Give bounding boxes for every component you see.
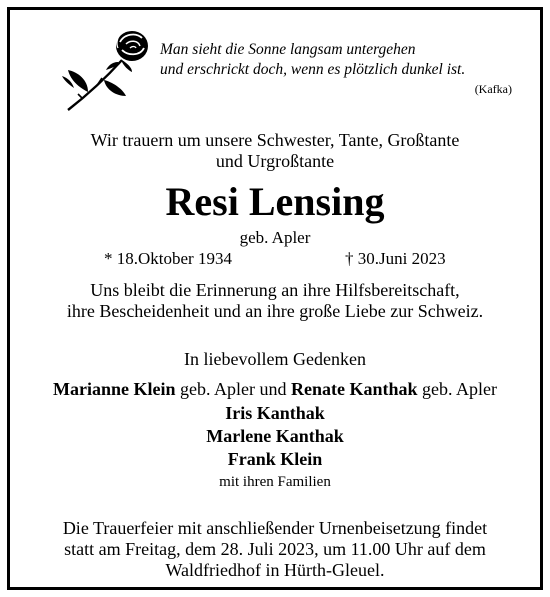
kafka-quote [160,40,520,80]
deceased-name: Resi Lensing [165,179,385,224]
quote-line-2: und erschrickt doch, wenn es plötzlich dunkel ist. [160,61,466,78]
intro-text [10,130,540,172]
deceased-maiden-name: geb. Apler [239,228,311,247]
ceremony-info [10,518,540,581]
ceremony-line-2: statt am Freitag, dem 28. Juli 2023, um 11.00 Uhr auf dem [64,539,486,559]
intro-line-1: Wir trauern um unsere Schwester, Tante, Großtante [90,130,460,150]
obituary-card [7,7,543,590]
mourner-name: Frank Klein [227,449,323,469]
quote-author: (Kafka) [474,82,512,96]
mourner-maiden-name: geb. Apler und [175,379,291,399]
mourner-name: Iris Kanthak [225,403,325,423]
mourner-name: Marlene Kanthak [206,426,344,446]
remembrance-text [10,280,540,322]
ceremony-line-1: Die Trauerfeier mit anschließender Urnenbeisetzung findet [62,518,488,538]
mourner-name: Renate Kanthak [290,379,418,399]
quote-line-1: Man sieht die Sonne langsam untergehen [160,41,416,58]
mourner-name: Marianne Klein [53,379,176,399]
ceremony-line-3: Waldfriedhof in Hürth-Gleuel. [165,560,385,580]
remembrance-line-1: Uns bleibt die Erinnerung an ihre Hilfsbereitschaft, [90,280,460,300]
remembrance-line-2: ihre Bescheidenheit und an ihre große Liebe zur Schweiz. [66,301,484,321]
birth-date: * 18.Oktober 1934 [104,249,232,268]
families-note: mit ihren Familien [219,474,331,490]
rose-icon [52,26,164,114]
mourner-maiden-name: geb. Apler [417,379,497,399]
intro-line-2: und Urgroßtante [215,151,335,171]
mourners-heading: In liebevollem Gedenken [184,349,366,369]
death-date: † 30.Juni 2023 [345,249,446,268]
mourners-first-line [10,379,540,400]
